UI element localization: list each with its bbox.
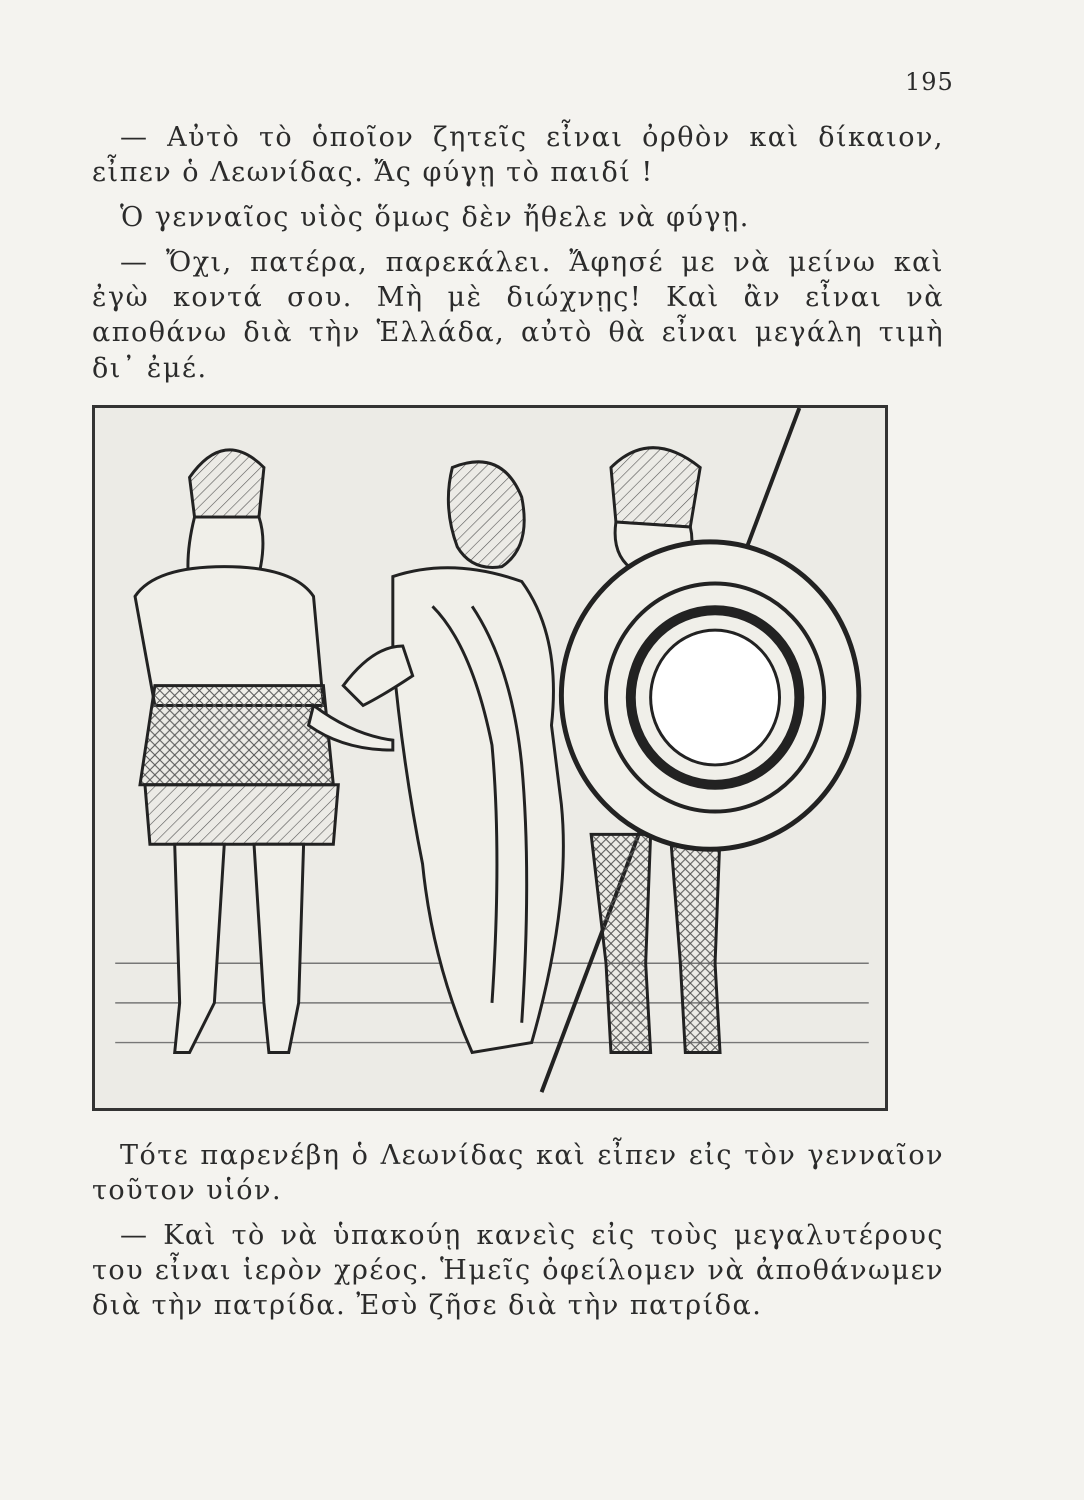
paragraph-5: — Καὶ τὸ νὰ ὑπακούῃ κανεὶς εἰς τοὺς μεγαλυτέρους του εἶναι ἱερὸν χρέος. Ἡμεῖς ὀφείλομεν νὰ ἀποθάνωμεν διὰ τὴν πατρίδα. Ἐσὺ ζῆσε διὰ τὴν πατρίδα. [92,1220,944,1322]
bottom-text [92,1138,944,1333]
paragraph-1: — Αὐτὸ τὸ ὁποῖον ζητεῖς εἶναι ὀρθὸν καὶ δίκαιον, εἶπεν ὁ Λεωνίδας. Ἄς φύγῃ τὸ παιδί ! [92,122,944,189]
paragraph-4: Τότε παρενέβη ὁ Λεωνίδας καὶ εἶπεν εἰς τὸν γενναῖον τοῦτον υἱόν. [92,1140,944,1207]
left-warrior [135,450,393,1053]
shield [561,542,858,849]
paragraph-3: — Ὄχι, πατέρα, παρεκάλει. Ἄφησέ με νὰ μείνω καὶ ἐγὼ κοντά σου. Μὴ μὲ διώχνῃς! Καὶ ἂν εἶναι νὰ αποθάνω διὰ τὴν Ἑλλάδα, αὐτὸ θὰ εἶναι μεγάλη τιμὴ δι᾽ ἐμέ. [92,247,944,384]
warriors-drawing [95,408,885,1108]
top-text [92,120,944,396]
paragraph-2: Ὁ γενναῖος υἱὸς ὅμως δὲν ἤθελε νὰ φύγῃ. [120,202,750,234]
illustration [92,405,888,1111]
page-number: 195 [905,68,954,96]
